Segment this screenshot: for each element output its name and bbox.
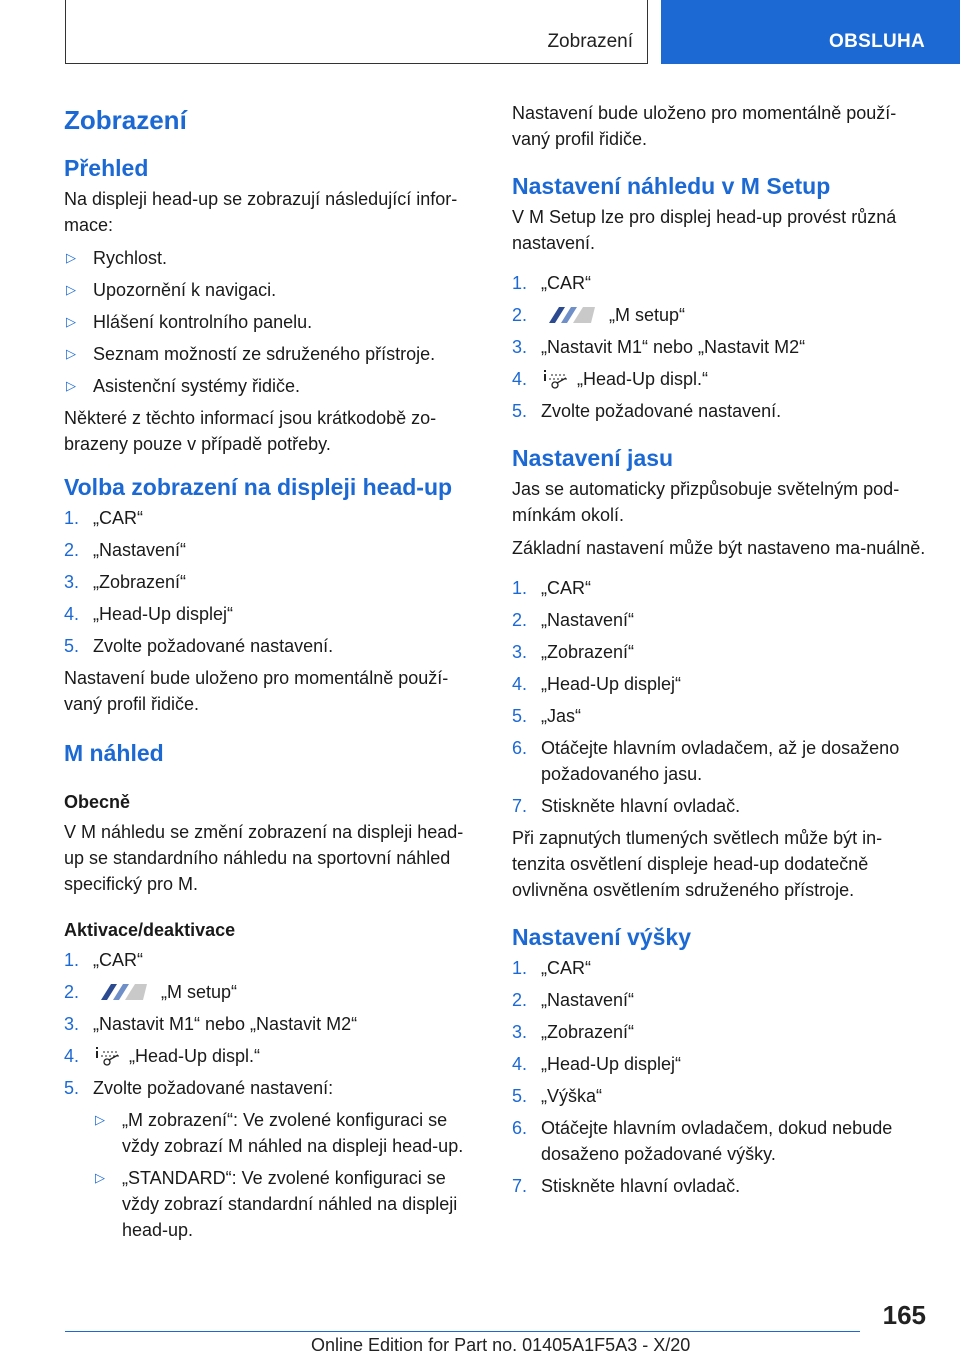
- list-item: 6. Otáčejte hlavním ovladačem, dokud nebude dosaženo požadované výšky.: [512, 1118, 893, 1164]
- brightness-note: Při zapnutých tlumených světlech může být in‐tenzita osvětlení displeje head-up dodatečně ovlivněna osvětlením sdruženého přístroje.: [512, 828, 883, 900]
- list-item: 4. „Head-Up displej“: [512, 674, 682, 694]
- list-item: 3. „Zobrazení“: [64, 572, 187, 592]
- list-item: 1. „CAR“: [64, 508, 143, 528]
- m-stripes-icon: [541, 305, 597, 325]
- mview-heading: M náhled: [64, 740, 164, 766]
- activation-heading: Aktivace/deaktivace: [64, 920, 236, 940]
- header-chapter-title: OBSLUHA: [829, 31, 926, 52]
- head-up-display-icon: [93, 1046, 123, 1066]
- list-item: 2. „Nastavení“: [512, 990, 635, 1010]
- left-column: [64, 100, 479, 1249]
- mode-options: [93, 1107, 479, 1243]
- list-item: ▷ Hlášení kontrolního panelu.: [64, 309, 479, 335]
- list-item: 6. Otáčejte hlavním ovladačem, až je dosaženo požadovaného jasu.: [512, 738, 900, 784]
- overview-list: [64, 245, 479, 399]
- select-note: Nastavení bude uloženo pro momentálně použí‐vaný profil řidiče.: [64, 668, 449, 714]
- brightness-heading: Nastavení jasu: [512, 445, 674, 471]
- list-item: 1. „CAR“: [512, 578, 591, 598]
- overview-note: Některé z těchto informací jsou krátkodobě zo‐brazeny pouze v případě potřeby.: [64, 408, 437, 454]
- overview-intro: Na displeji head-up se zobrazují následující infor‐mace:: [64, 189, 458, 235]
- list-item: 4. „Head-Up displej“: [64, 604, 234, 624]
- msetup-heading: Nastavení náhledu v M Setup: [512, 173, 831, 199]
- head-up-display-icon: [541, 369, 571, 389]
- msetup-intro: V M Setup lze pro displej head-up provést různá nastavení.: [512, 207, 897, 253]
- list-item: 3. „Zobrazení“: [512, 642, 635, 662]
- page-number: 165: [882, 1300, 926, 1330]
- list-item: 5. Zvolte požadované nastavení.: [64, 636, 334, 656]
- list-item: 5. „Jas“: [512, 706, 581, 726]
- general-heading: Obecně: [64, 792, 131, 812]
- list-item: 5. Zvolte požadované nastavení.: [512, 401, 782, 421]
- list-item: ▷ Upozornění k navigaci.: [64, 277, 479, 303]
- right-column: [512, 100, 927, 1205]
- list-item: 1. „CAR“: [64, 950, 143, 970]
- list-item: 2. „Nastavení“: [64, 540, 187, 560]
- brightness-intro-1: Jas se automaticky přizpůsobuje světelným pod‐mínkám okolí.: [512, 479, 900, 525]
- header-chapter-tab: [661, 0, 960, 64]
- page-title: Zobrazení: [64, 105, 187, 135]
- list-item: 4. „Head-Up displ.“: [64, 1046, 261, 1066]
- list-item: ▷ „STANDARD“: Ve zvolené konfiguraci se vždy zobrazí standardní náhled na displeji head-up.: [93, 1165, 479, 1243]
- brightness-intro-2: Základní nastavení může být nastaveno ma‐nuálně.: [512, 538, 926, 558]
- overview-heading: Přehled: [64, 155, 149, 181]
- list-item: ▷ Rychlost.: [64, 245, 479, 271]
- list-item: 7. Stiskněte hlavní ovladač.: [512, 1176, 741, 1196]
- activation-steps: [64, 947, 479, 1243]
- list-item: 2. „Nastavení“: [512, 610, 635, 630]
- list-item: 7. Stiskněte hlavní ovladač.: [512, 796, 741, 816]
- header-section-box: [65, 0, 648, 64]
- msetup-steps: [512, 270, 927, 424]
- height-heading: Nastavení výšky: [512, 924, 692, 950]
- footer-edition: Online Edition for Part no. 01405A1F5A3 - X/20: [311, 1335, 691, 1355]
- footer-divider: [65, 1331, 860, 1332]
- m-stripes-icon: [93, 982, 149, 1002]
- list-item: 4. „Head-Up displej“: [512, 1054, 682, 1074]
- brightness-steps: [512, 575, 927, 819]
- header-section-title: Zobrazení: [547, 31, 633, 52]
- list-item: 1. „CAR“: [512, 958, 591, 978]
- list-item: 2. „M setup“: [512, 305, 686, 325]
- list-item: 3. „Nastavit M1“ nebo „Nastavit M2“: [64, 1014, 358, 1034]
- list-item: ▷ Asistenční systémy řidiče.: [64, 373, 479, 399]
- list-item: 5. „Výška“: [512, 1086, 603, 1106]
- list-item: 2. „M setup“: [64, 982, 238, 1002]
- select-steps: [64, 505, 479, 659]
- list-item: 4. „Head-Up displ.“: [512, 369, 709, 389]
- list-item: 3. „Zobrazení“: [512, 1022, 635, 1042]
- list-item: ▷ „M zobrazení“: Ve zvolené konfiguraci se vždy zobrazí M náhled na displeji head-up.: [93, 1107, 479, 1159]
- list-item: 3. „Nastavit M1“ nebo „Nastavit M2“: [512, 337, 806, 357]
- list-item: 1. „CAR“: [512, 273, 591, 293]
- continued-note: Nastavení bude uloženo pro momentálně použí‐vaný profil řidiče.: [512, 103, 897, 149]
- list-item: 5. Zvolte požadované nastavení: ▷ „M zobrazení“: Ve zvolené konfiguraci se vždy zobrazí M náhled na displeji head-up. ▷ „STANDARD“: Ve zvolené konfiguraci se vždy zobrazí standardní náhled na displeji head-up.: [64, 1075, 479, 1243]
- list-item: ▷ Seznam možností ze sdruženého přístroje.: [64, 341, 479, 367]
- general-text: V M náhledu se změní zobrazení na displeji head-up se standardního náhledu na sportovní náhled specifický pro M.: [64, 822, 464, 894]
- height-steps: [512, 955, 927, 1199]
- select-heading: Volba zobrazení na displeji head-up: [64, 474, 453, 500]
